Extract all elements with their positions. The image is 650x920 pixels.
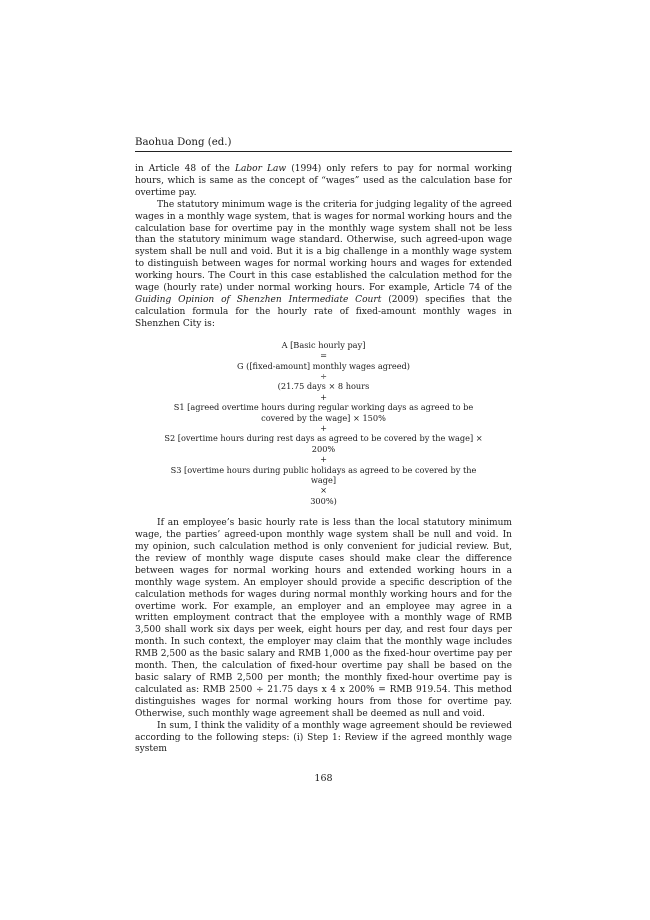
formula-line: 300%) [310,495,337,506]
formula-line: (21.75 days × 8 hours [277,381,370,392]
formula-line: G ([fixed-amount] monthly wages agreed) [237,360,410,371]
formula-line: + [320,422,327,433]
text-run: The statutory minimum wage is the criteria for judging legality of the agreed wages in a monthly wage system, that is wages for normal working hours and the calculation base for overtime pay in the monthly wage system shall not be less than the statutory minimum wage standard. Otherwise, such agreed-upon wage system shall be null and void. But it is a big challenge in a monthly wage system to distinguish between wages for normal working hours and wages for extended working hours. The Court in this case established the calculation method for the wage (hourly rate) under normal working hours. For example, Article 74 of the [135,199,512,294]
formula-line: × [320,485,327,496]
formula-line: S2 [overtime hours during rest days as agreed to be covered by the wage] × 200% [164,433,483,454]
formula-line: A [Basic hourly pay] [281,339,366,350]
formula-line: = [320,350,327,361]
hourly-rate-formula [135,340,512,507]
formula-line: + [320,391,327,402]
paragraph-1 [135,164,512,200]
paragraph-3: If an employee’s basic hourly rate is less than the local statutory minimum wage, the parties’ agreed-upon monthly wage system shall be null and void. In my opinion, such calculation method is only convenient for judicial review. But, the review of monthly wage dispute cases should make clear the difference between wages for normal working hours and extended working hours in a monthly wage system. An employer should provide a specific description of the calculation methods for wages during normal monthly working hours and for the overtime work. For example, an employer and an employee may agree in a written employment contract that the employee with a monthly wage of RMB 3,500 shall work six days per week, eight hours per day, and rest four days per month. In such context, the employer may claim that the monthly wage includes RMB 2,500 as the basic salary and RMB 1,000 as the fixed-hour overtime pay per month. Then, the calculation of fixed-hour overtime pay shall be based on the basic salary of RMB 2,500 per month; the monthly fixed-hour overtime pay is calculated as: RMB 2500 ÷ 21.75 days x 4 x 200% = RMB 919.54. This method distinguishes wages for normal working hours from those for overtime pay. Otherwise, such monthly wage agreement shall be deemed as null and void. [135,518,512,719]
text-run: (1994) only refers to pay for normal working hours, which is same as the concept of “wages” used as the calculation base for overtime pay. [135,164,512,198]
formula-line: S3 [overtime hours during public holidays as agreed to be covered by the wage] [170,464,477,485]
paragraph-2 [135,200,512,331]
text-run: (2009) specifies that the calculation formula for the hourly rate of fixed-amount monthly wages in Shenzhen City is: [135,294,512,329]
italic-title: Labor Law [234,164,287,174]
running-head: Baohua Dong (ed.) [135,137,512,152]
formula-line: S1 [agreed overtime hours during regular working days as agreed to be covered by the wage] × 150% [173,402,474,423]
formula-line: ÷ [320,370,327,381]
body-text [135,164,512,756]
paragraph-4: In sum, I think the validity of a monthly wage agreement should be reviewed according to the following steps: (i) Step 1: Review if the agreed monthly wage system [135,720,512,755]
formula-line: + [320,454,327,465]
text-run: in Article 48 of the [135,164,235,174]
italic-title: Guiding Opinion of Shenzhen Intermediate Court [135,294,382,305]
page-number: 168 [314,773,333,784]
